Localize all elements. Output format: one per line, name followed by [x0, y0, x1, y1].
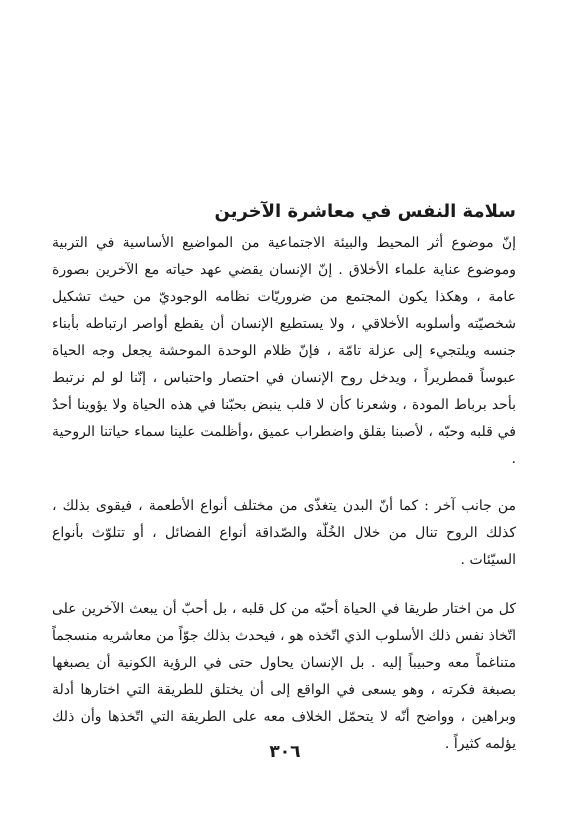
page-number: ٣٠٦	[269, 742, 301, 762]
page-body	[52, 200, 516, 758]
paragraph-2: من جانب آخر : كما أنّ البدن يتغذّى من مختلف أنواع الأطعمة ، فيقوى بذلك ، كذلك الروح تنال من خلال الخُلّة والصّداقة أنواع الفضائل ، أو تتلوّث بأنواع السيّئات .	[52, 498, 516, 568]
section-heading: سلامة النفس في معاشرة الآخرين	[214, 201, 516, 222]
paragraph-1: إنّ موضوع أثر المحيط والبيئة الاجتماعية من المواضيع الأساسية في التربية وموضوع عناية علماء الأخلاق . إنّ الإنسان يقضي عهد حياته مع الآخرين بصورة عامة ، وهكذا يكون المجتمع من ضروريّات نظامه الوجوديّ من حيث تشكيل شخصيّته وأسلوبه الأخلاقي ، ولا يستطيع الإنسان أن يقطع أواصر ارتباطه بأبناء جنسه ويلتجيء إلى عزلة تامّة ، فإنّ ظلام الوحدة الموحشة يجعل وجه الحياة عبوساً قمطريراً ، ويدخل روح الإنسان في احتصار واحتباس ، إنّنا لو لم نرتبط بأحد برباط المودة ، وشعرنا كأن لا قلب ينبض بحبّنا في هذه الحياة ولا يؤوينا أحدٌ في قلبه وحبّه ، لأصبنا بقلق واضطراب عميق ،وأظلمت علينا سماء حياتنا الروحية .	[52, 235, 517, 467]
paragraph-3: كل من اختار طريقا في الحياة أحبّه من كل قلبه ، بل أحبّ أن يبعث الآخرين على اتّخاذ نفس ذلك الأسلوب الذي اتّخذه هو ، فيحدث بذلك جوّاً من معاشريه منسجماً متناغماً معه وحبيباً إليه . بل الإنسان يحاول حتى في الرؤية الكونية أن يصبغها بصبغة فكرته ، وهو يسعى في الواقع إلى أن يختلق للطريقة التي اختارها أدلة وبراهين ، وواضح أنّه لا يتحمّل الخلاف معه على الطريقة التي اتّخذها وأن ذلك يؤلمه كثيراً .	[52, 601, 516, 752]
